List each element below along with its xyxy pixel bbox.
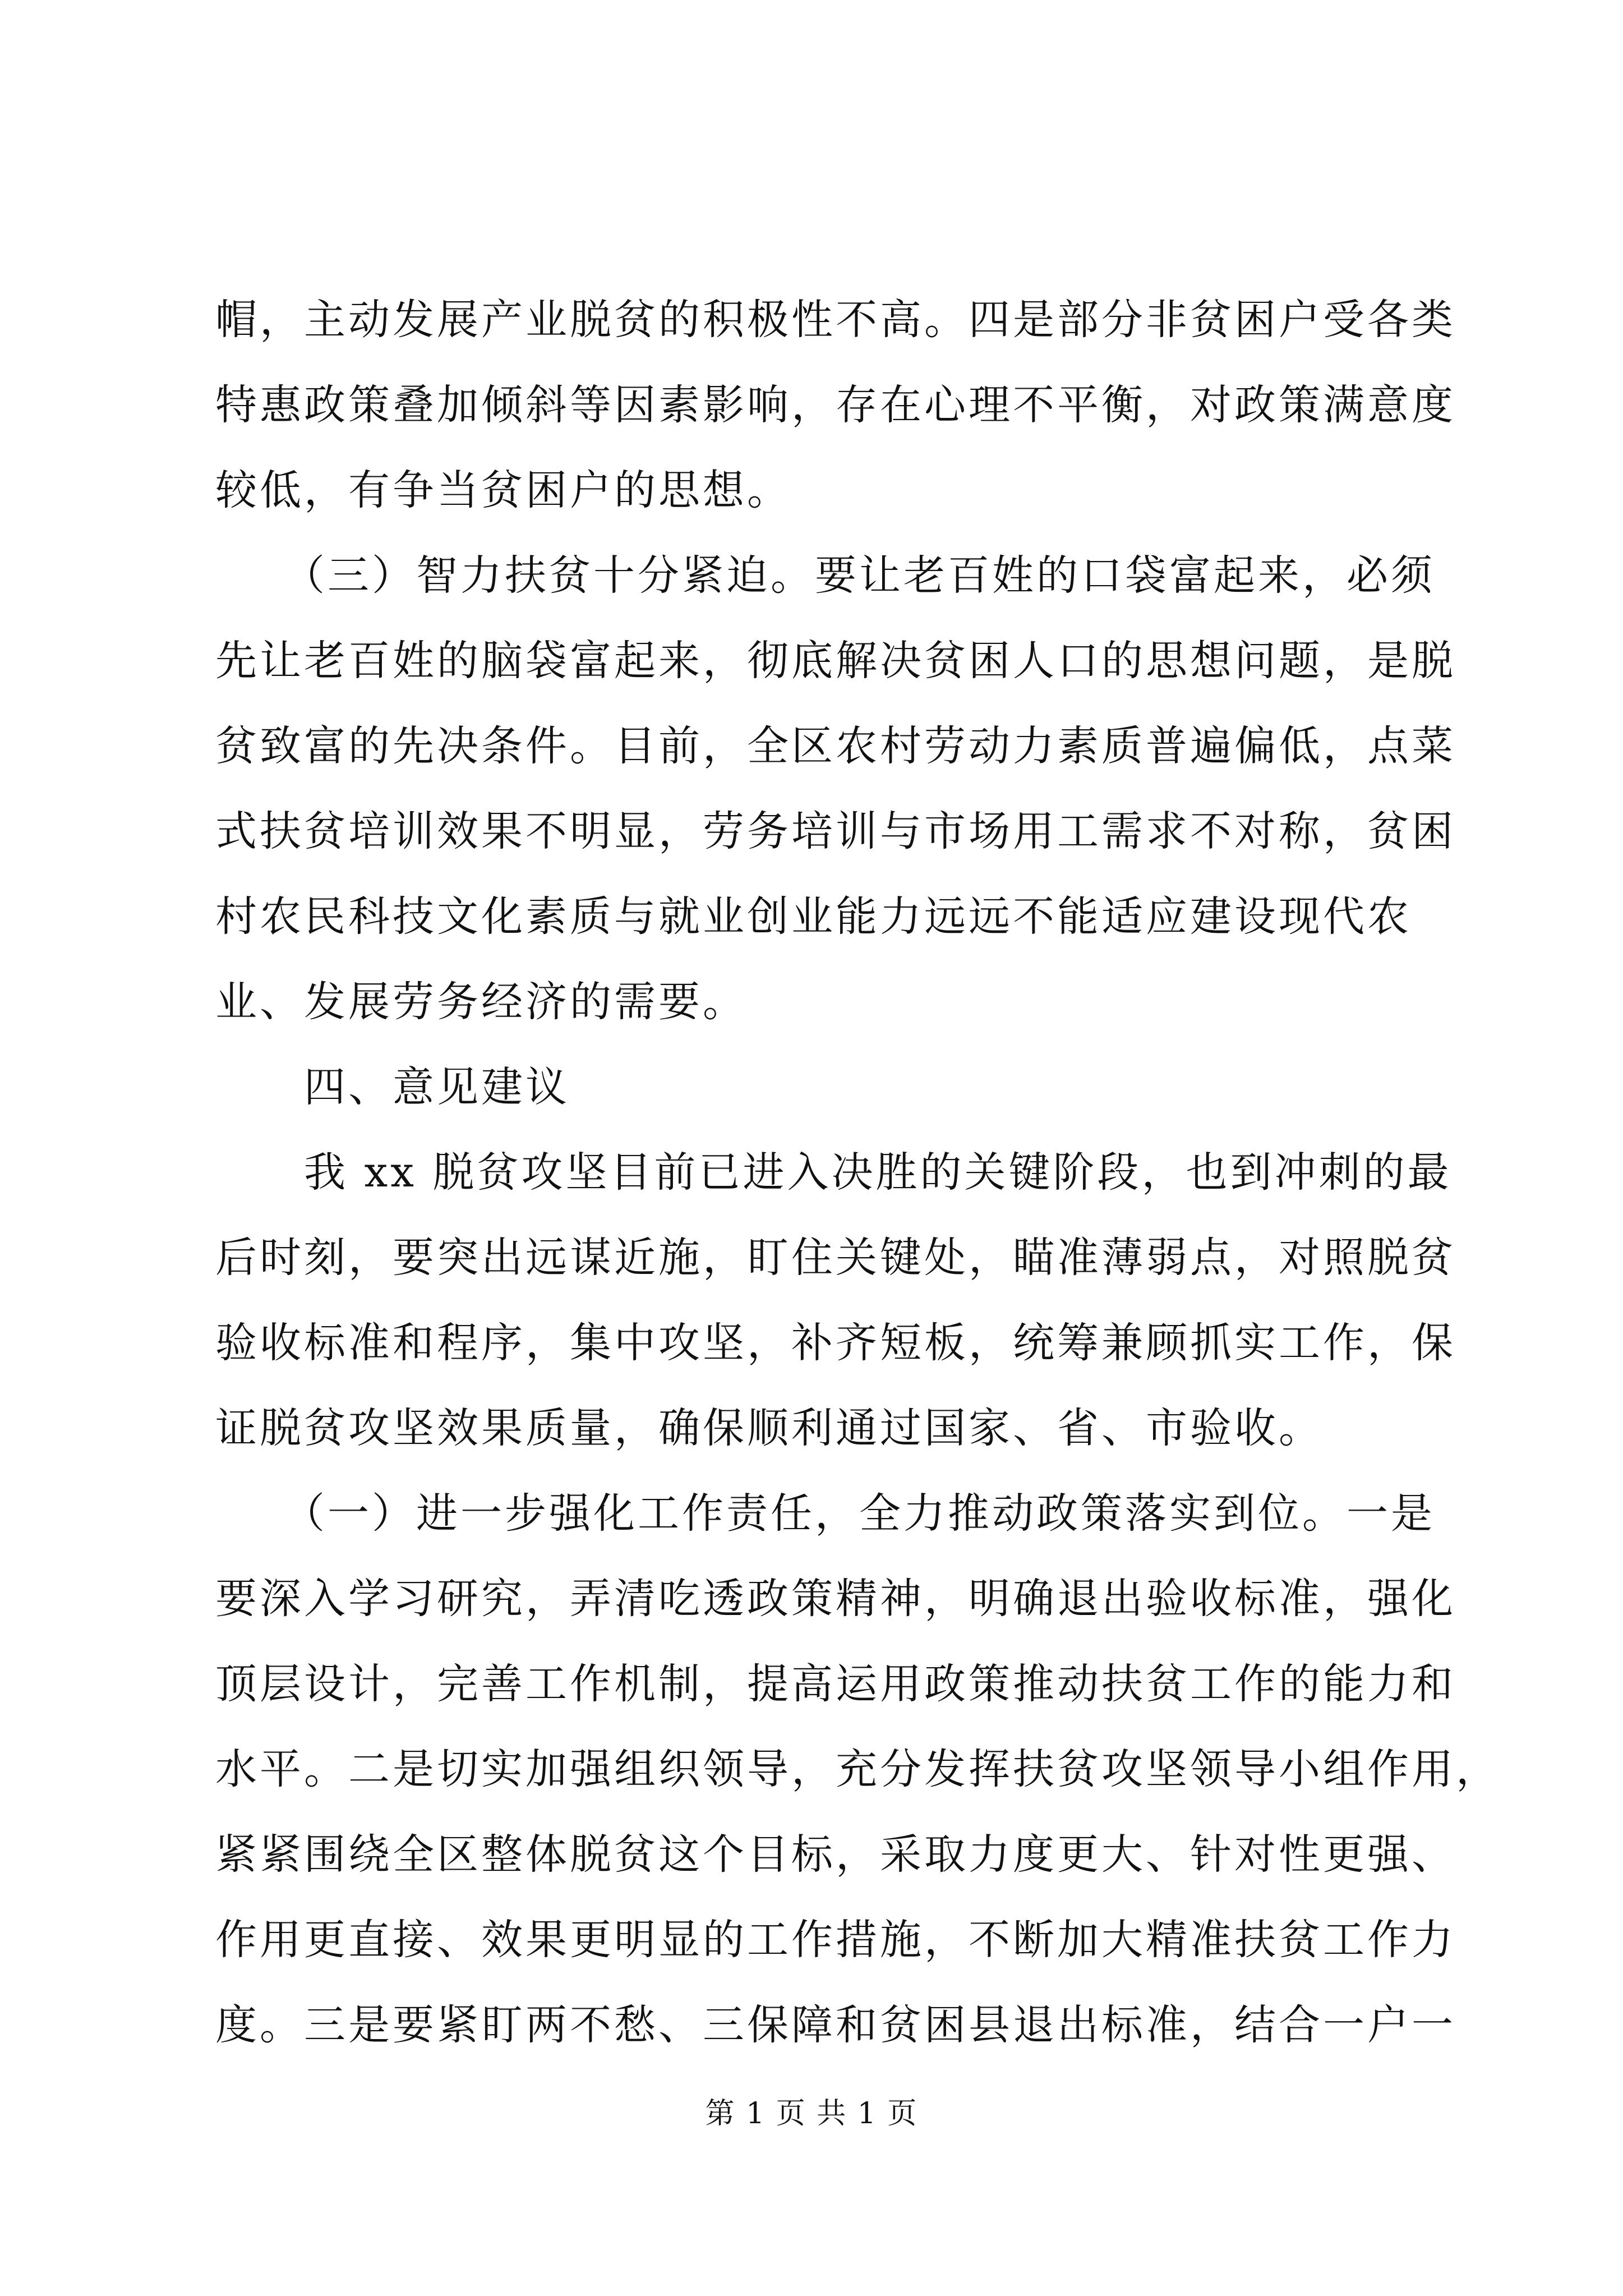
text-line: 业、发展劳务经济的需要。 (215, 978, 747, 1026)
page-footer: 第 1 页 共 1 页 (705, 2097, 918, 2131)
text-line: 式扶贫培训效果不明显，劳务培训与市场用工需求不对称，贫困 (215, 807, 1456, 855)
text-line: 先让老百姓的脑袋富起来，彻底解决贫困人口的思想问题，是脱 (215, 637, 1456, 685)
text-line: 帽，主动发展产业脱贫的积极性不高。四是部分非贫困户受各类 (215, 296, 1456, 344)
document-body (215, 292, 1500, 2082)
text-line: 水平。二是切实加强组织领导，充分发挥扶贫攻坚领导小组作用， (215, 1745, 1500, 1793)
text-line: 贫致富的先决条件。目前，全区农村劳动力素质普遍偏低，点菜 (215, 722, 1456, 770)
text-line: 作用更直接、效果更明显的工作措施，不断加大精准扶贫工作力 (215, 1916, 1456, 1964)
text-line: 村农民科技文化素质与就业创业能力远远不能适应建设现代农 (215, 892, 1412, 941)
text-line: 验收标准和程序，集中攻坚，补齐短板，统筹兼顾抓实工作，保 (215, 1319, 1456, 1367)
text-line: 度。三是要紧盯两不愁、三保障和贫困县退出标准，结合一户一 (215, 2001, 1456, 2049)
text-line: 后时刻，要突出远谋近施，盯住关键处，瞄准薄弱点，对照脱贫 (215, 1234, 1456, 1282)
section-heading: 四、意见建议 (215, 1063, 570, 1111)
text-line: 要深入学习研究，弄清吃透政策精神，明确退出验收标准，强化 (215, 1575, 1456, 1623)
text-line: （三）智力扶贫十分紧迫。要让老百姓的口袋富起来，必须 (215, 551, 1435, 600)
text-line: 紧紧围绕全区整体脱贫这个目标，采取力度更大、针对性更强、 (215, 1830, 1456, 1879)
text-line: 我 xx 脱贫攻坚目前已进入决胜的关键阶段，也到冲刺的最 (215, 1148, 1452, 1197)
text-line: 证脱贫攻坚效果质量，确保顺利通过国家、省、市验收。 (215, 1404, 1323, 1452)
text-line: 顶层设计，完善工作机制，提高运用政策推动扶贫工作的能力和 (215, 1660, 1456, 1708)
text-line: 较低，有争当贫困户的思想。 (215, 466, 791, 514)
text-line: 特惠政策叠加倾斜等因素影响，存在心理不平衡，对政策满意度 (215, 381, 1456, 429)
text-line: （一）进一步强化工作责任，全力推动政策落实到位。一是 (215, 1489, 1435, 1538)
